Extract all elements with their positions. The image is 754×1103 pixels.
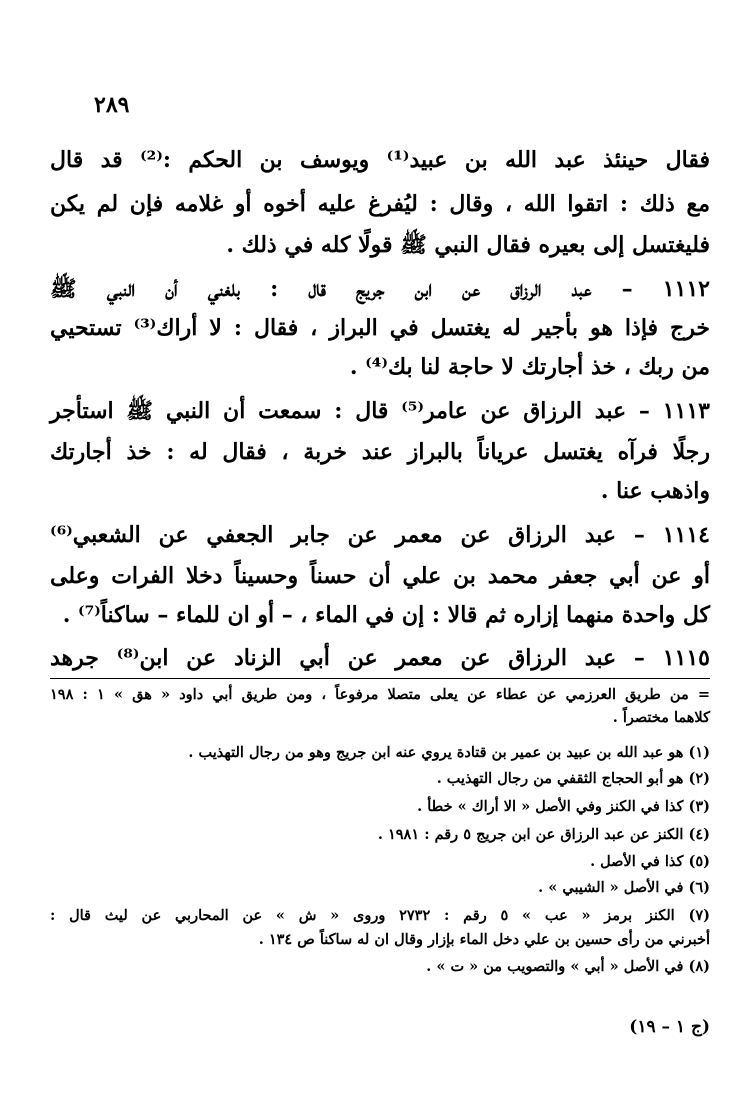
footnote-separator [50,678,710,679]
footnote-3: (٣) كذا في الكنز وفي الأصل « الا أراك » خطأ . [417,798,710,815]
footnote-7-line-2: أخبرني من رأى حسين بن علي دخل الماء بإزار وقال ان له ساكناً ص ١٣٤ . [258,931,710,948]
hadith-1113-line-1: ١١١٣ – عبد الرزاق عن عامر⁽⁵⁾ قال : سمعت أن النبي ﷺ استأجر [50,398,710,424]
hadith-1114-line-1: ١١١٤ – عبد الرزاق عن معمر عن جابر الجعفي عن الشعبي⁽⁶⁾ [50,522,710,548]
footnote-1: (١) هو عبد الله بن عبيد بن عمير بن قتادة يروي عنه ابن جريج وهو من رجال التهذيب . [188,744,710,761]
footnote-continuation-line-2: كلاهما مختصراً . [612,709,710,726]
page-number: ٢٨٩ [94,92,130,118]
footnote-7-line-1: (٧) الكنز برمز « عب » ٥ رقم : ٢٧٣٢ وروى « ش » عن المحاربي عن ليث قال : [50,907,710,924]
hadith-1112-line-2: خرج فإذا هو بأجير له يغتسل في البراز ، فقال : لا أراك⁽³⁾ تستحيي [50,315,710,341]
signature-mark: (ج ١ – ١٩) [629,1017,710,1037]
body-line-1: فقال حينئذ عبد الله بن عبيد⁽¹⁾ ويوسف بن الحكم :⁽²⁾ قد قال [50,147,710,173]
hadith-1112-line-1: ١١١٢ – عبد الرزاق عن ابن جريج قال : بلغني أن النبي ﷺ [50,276,710,302]
body-line-3: فليغتسل إلى بعيره فقال النبي ﷺ قولًا كله في ذلك . [226,232,710,258]
hadith-1113-line-3: واذهب عنا . [600,478,710,504]
footnote-4: (٤) الكنز عن عبد الرزاق عن ابن جريج ٥ رقم : ١٩٨١ . [377,826,710,843]
hadith-1113-line-2: رجلًا فرآه يغتسل عرياناً بالبراز عند خربة ، فقال له : خذ أجارتك [50,439,710,465]
hadith-1115-line-1: ١١١٥ – عبد الرزاق عن معمر عن أبي الزناد عن ابن⁽⁸⁾ جرهد [50,645,710,671]
body-line-2: مع ذلك : اتقوا الله ، وقال : ليُفرغ عليه أخوه أو غلامه فإن لم يكن [50,191,710,217]
hadith-1112-line-3: من ربك ، خذ أجارتك لا حاجة لنا بك⁽⁴⁾ . [349,354,710,380]
hadith-1114-line-2: أو عن أبي جعفر محمد بن علي أن حسناً وحسيناً دخلا الفرات وعلى [50,563,710,589]
footnote-5: (٥) كذا في الأصل . [590,853,710,870]
document-page [50,0,710,1103]
footnote-6: (٦) في الأصل « الشيبي » . [538,879,710,896]
hadith-1114-line-3: كل واحدة منهما إزاره ثم قالا : إن في الماء ، – أو ان للماء – ساكناً⁽⁷⁾ . [62,602,710,628]
footnote-2: (٢) هو أبو الحجاج الثقفي من رجال التهذيب . [436,770,710,787]
footnote-8: (٨) في الأصل « أبي » والتصويب من « ت » . [426,958,710,975]
footnote-continuation-line-1: = من طريق العرزمي عن عطاء عن يعلى متصلا مرفوعاً ، ومن طريق أبي داود « هق » ١ : ١٩٨ [50,686,711,703]
